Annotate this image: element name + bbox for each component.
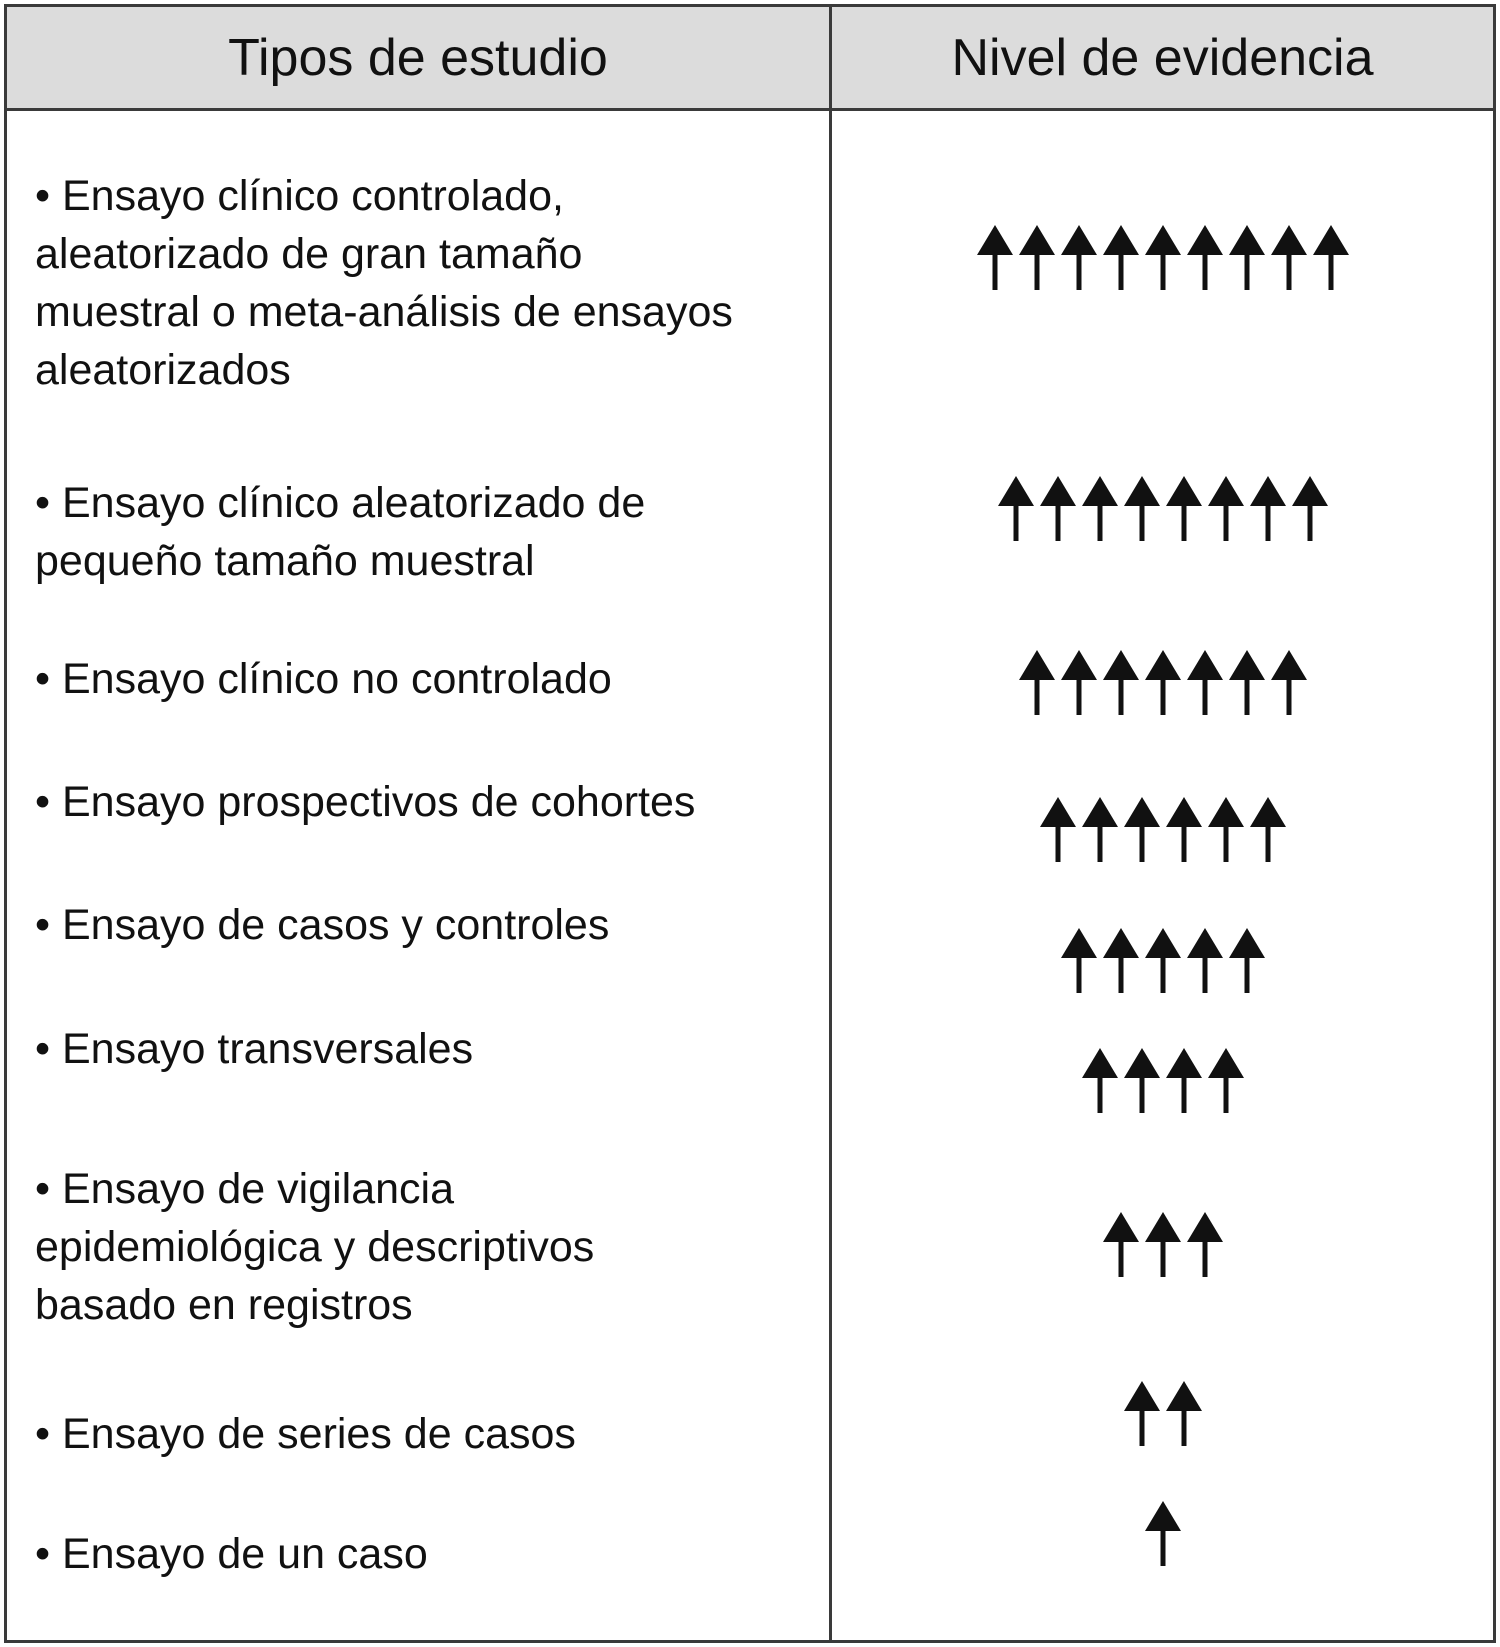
- evidence-arrows: [832, 474, 1493, 542]
- up-arrow-icon: [1246, 474, 1290, 542]
- up-arrow-icon: [1015, 223, 1059, 291]
- study-type-label: • Ensayo clínico aleatorizado de pequeño tamaño muestral: [35, 479, 646, 585]
- up-arrow-icon: [994, 474, 1038, 542]
- up-arrow-icon: [1057, 223, 1101, 291]
- up-arrow-icon: [1078, 795, 1122, 863]
- up-arrow-icon: [1183, 648, 1227, 716]
- up-arrow-icon: [1162, 1046, 1206, 1114]
- evidence-arrows: [832, 223, 1493, 291]
- up-arrow-icon: [1120, 795, 1164, 863]
- up-arrow-icon: [1099, 926, 1143, 994]
- study-type-label: • Ensayo de casos y controles: [35, 901, 610, 949]
- up-arrow-icon: [1099, 648, 1143, 716]
- up-arrow-icon: [973, 223, 1017, 291]
- up-arrow-icon: [1141, 926, 1185, 994]
- up-arrow-icon: [1141, 1499, 1185, 1567]
- evidence-arrows: [832, 1046, 1493, 1114]
- up-arrow-icon: [1204, 1046, 1248, 1114]
- up-arrow-icon: [1120, 1379, 1164, 1447]
- up-arrow-icon: [1120, 1046, 1164, 1114]
- evidence-arrows: [832, 1499, 1493, 1567]
- up-arrow-icon: [1162, 474, 1206, 542]
- study-type-label: • Ensayo clínico no controlado: [35, 655, 612, 703]
- up-arrow-icon: [1225, 648, 1269, 716]
- evidence-arrows: [832, 648, 1493, 716]
- up-arrow-icon: [1036, 795, 1080, 863]
- up-arrow-icon: [1288, 474, 1332, 542]
- up-arrow-icon: [1099, 223, 1143, 291]
- up-arrow-icon: [1183, 926, 1227, 994]
- study-type-label: • Ensayo transversales: [35, 1025, 474, 1073]
- study-type-label: • Ensayo de un caso: [35, 1530, 428, 1578]
- up-arrow-icon: [1183, 223, 1227, 291]
- up-arrow-icon: [1204, 795, 1248, 863]
- up-arrow-icon: [1057, 926, 1101, 994]
- up-arrow-icon: [1225, 926, 1269, 994]
- up-arrow-icon: [1162, 795, 1206, 863]
- evidence-arrows: [832, 1210, 1493, 1278]
- up-arrow-icon: [1141, 648, 1185, 716]
- up-arrow-icon: [1057, 648, 1101, 716]
- up-arrow-icon: [1309, 223, 1353, 291]
- up-arrow-icon: [1246, 795, 1290, 863]
- up-arrow-icon: [1078, 474, 1122, 542]
- up-arrow-icon: [1162, 1379, 1206, 1447]
- up-arrow-icon: [1267, 648, 1311, 716]
- up-arrow-icon: [1141, 223, 1185, 291]
- up-arrow-icon: [1225, 223, 1269, 291]
- study-type-label: • Ensayo clínico controlado, aleatorizado de gran tamaño muestral o meta-análisis de ensayos aleatorizados: [35, 172, 733, 394]
- up-arrow-icon: [1183, 1210, 1227, 1278]
- header-study-types: Tipos de estudio: [228, 28, 608, 87]
- evidence-arrows: [832, 1379, 1493, 1447]
- study-type-label: • Ensayo prospectivos de cohortes: [35, 778, 696, 826]
- header-evidence-level: Nivel de evidencia: [951, 28, 1374, 87]
- evidence-arrows: [832, 926, 1493, 994]
- up-arrow-icon: [1141, 1210, 1185, 1278]
- evidence-table: [4, 4, 1496, 1643]
- up-arrow-icon: [1078, 1046, 1122, 1114]
- study-type-label: • Ensayo de vigilancia epidemiológica y descriptivos basado en registros: [35, 1165, 595, 1329]
- table-header: [7, 7, 1493, 111]
- up-arrow-icon: [1204, 474, 1248, 542]
- up-arrow-icon: [1267, 223, 1311, 291]
- up-arrow-icon: [1015, 648, 1059, 716]
- study-type-label: • Ensayo de series de casos: [35, 1410, 576, 1458]
- up-arrow-icon: [1120, 474, 1164, 542]
- up-arrow-icon: [1036, 474, 1080, 542]
- evidence-arrows: [832, 795, 1493, 863]
- up-arrow-icon: [1099, 1210, 1143, 1278]
